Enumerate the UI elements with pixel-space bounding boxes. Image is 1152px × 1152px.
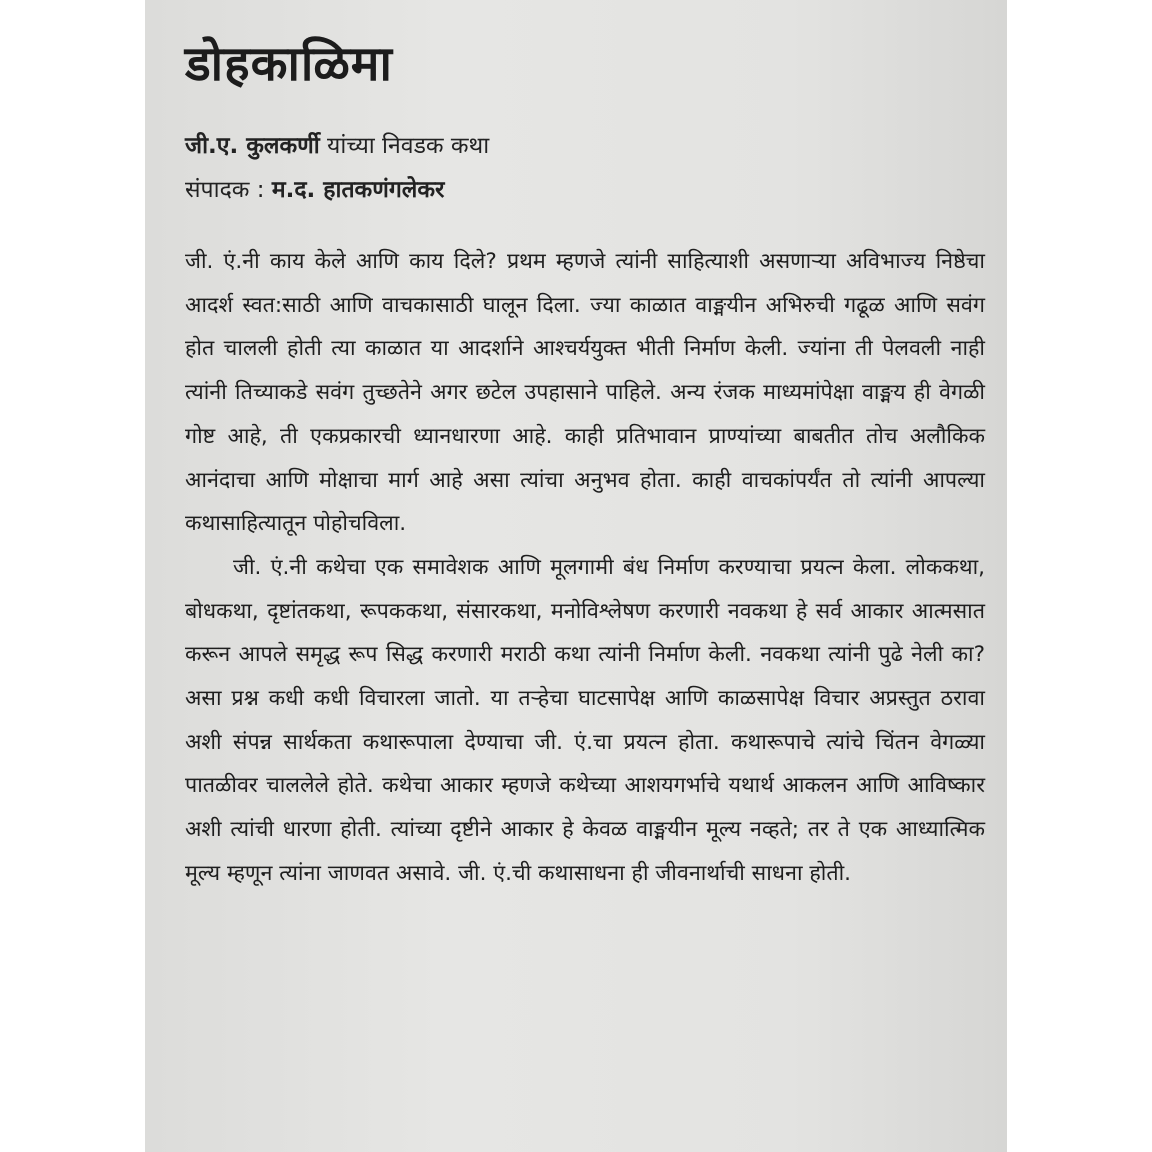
blurb-paragraph-2: जी. एं.नी कथेचा एक समावेशक आणि मूलगामी बंध निर्माण करण्याचा प्रयत्न केला. लोककथा, बोधकथा, दृष्टांतकथा, रूपककथा, संसारकथा, मनोविश्लेषण करणारी नवकथा हे सर्व आकार आत्मसात करून आपले समृद्ध रूप सिद्ध करणारी मराठी कथा त्यांनी निर्माण केली. नवकथा त्यांनी पुढे नेली का? असा प्रश्न कधी कधी विचारला जातो. या तऱ्हेचा घाटसापेक्ष आणि काळसापेक्ष विचार अप्रस्तुत ठरावा अशी संपन्न सार्थकता कथारूपाला देण्याचा जी. एं.चा प्रयत्न होता. कथारूपाचे त्यांचे चिंतन वेगळ्या पातळीवर चाललेले होते. कथेचा आकार म्हणजे कथेच्या आशयगर्भाचे यथार्थ आकलन आणि आविष्कार अशी त्यांची धारणा होती. त्यांच्या दृष्टीने आकार हे केवळ वाङ्मयीन मूल्य नव्हते; तर ते एक आध्यात्मिक मूल्य म्हणून त्यांना जाणवत असावे. जी. एं.ची कथासाधना ही जीवनार्थाची साधना होती. <box>185 554 985 886</box>
blurb-paragraph-1: जी. एं.नी काय केले आणि काय दिले? प्रथम म्हणजे त्यांनी साहित्याशी असणाऱ्या अविभाज्य निष्ठेचा आदर्श स्वत:साठी आणि वाचकासाठी घालून दिला. ज्या काळात वाङ्मयीन अभिरुची गढूळ आणि सवंग होत चालली होती त्या काळात या आदर्शाने आश्चर्ययुक्त भीती निर्माण केली. ज्यांना ती पेलवली नाही त्यांनी तिच्याकडे सवंग तुच्छतेने अगर छटेल उपहासाने पाहिले. अन्य रंजक माध्यमांपेक्षा वाङ्मय ही वेगळी गोष्ट आहे, ती एकप्रकारची ध्यानधारणा आहे. काही प्रतिभावान प्राण्यांच्या बाबतीत तोच अलौकिक आनंदाचा आणि मोक्षाचा मार्ग आहे असा त्यांचा अनुभव होता. काही वाचकांपर्यंत तो त्यांनी आपल्या कथासाहित्यातून पोहोचविला. <box>185 249 985 537</box>
author-name: जी.ए. कुलकर्णी <box>185 133 320 159</box>
subtitle-line <box>185 128 489 160</box>
editor-name: म.द. हातकणंगलेकर <box>271 177 445 203</box>
subtitle-text: यांच्या निवडक कथा <box>327 133 490 159</box>
blurb-text <box>185 240 985 896</box>
editor-label: संपादक : <box>185 177 265 203</box>
editor-line <box>185 172 444 204</box>
book-title: डोहकाळिमा <box>185 36 393 92</box>
book-back-cover <box>145 0 1007 1152</box>
